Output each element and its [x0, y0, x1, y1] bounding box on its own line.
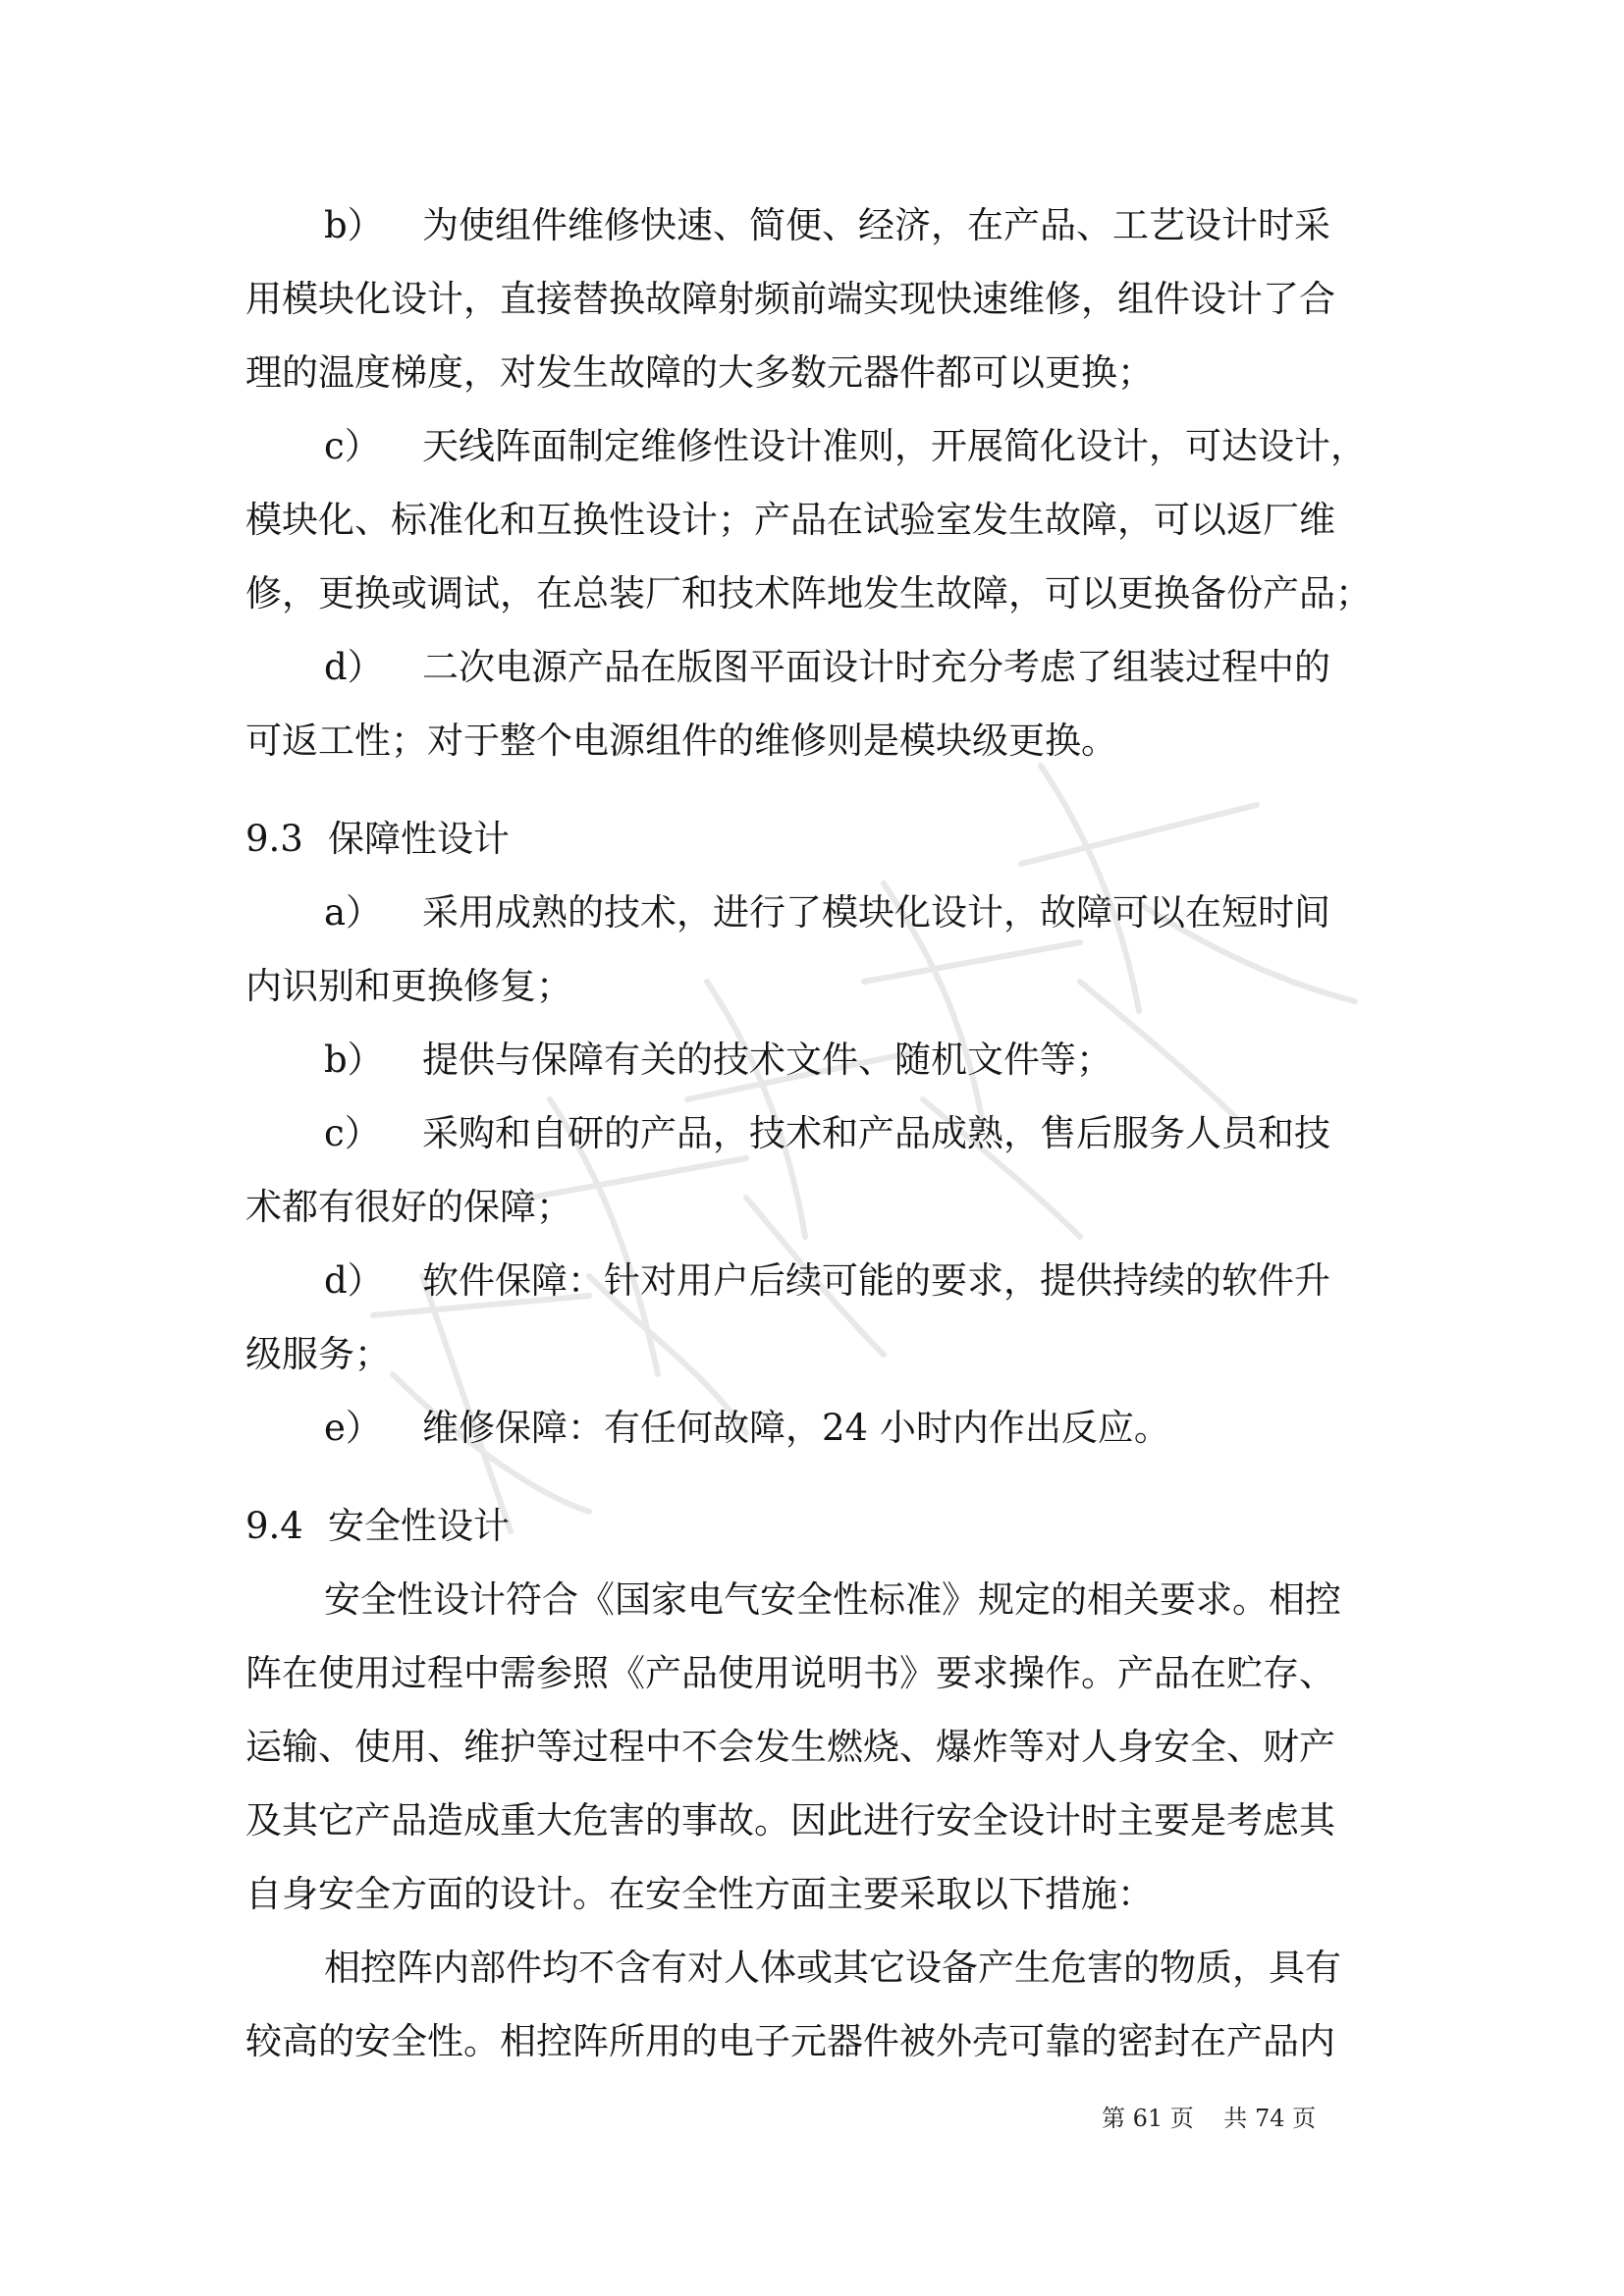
item-text: 为使组件维修快速、简便、经济，在产品、工艺设计时采 [422, 204, 1330, 246]
item-text: 天线阵面制定维修性设计准则，开展简化设计，可达设计， [422, 425, 1367, 467]
section-number: 9.4 [245, 1505, 303, 1547]
paragraph-line: 运输、使用、维护等过程中不会发生燃烧、爆炸等对人身安全、财产 [245, 1726, 1335, 1768]
section-title: 安全性设计 [328, 1505, 510, 1547]
paragraph-line: 级服务； [245, 1333, 391, 1375]
paragraph-line: 安全性设计符合《国家电气安全性标准》规定的相关要求。相控 [324, 1578, 1341, 1621]
item-marker: d） [324, 646, 384, 688]
item-marker: c） [324, 1112, 381, 1154]
paragraph-line: 内识别和更换修复； [245, 965, 572, 1007]
item-text: 二次电源产品在版图平面设计时充分考虑了组装过程中的 [422, 646, 1330, 688]
item-marker: e） [324, 1407, 382, 1449]
paragraph-line: 自身安全方面的设计。在安全性方面主要采取以下措施： [245, 1873, 1154, 1915]
paragraph-line: 及其它产品造成重大危害的事故。因此进行安全设计时主要是考虑其 [245, 1799, 1335, 1842]
paragraph-line: 阵在使用过程中需参照《产品使用说明书》要求操作。产品在贮存、 [245, 1652, 1335, 1694]
section-heading-9-3 [245, 815, 510, 864]
item-text: 采用成熟的技术，进行了模块化设计，故障可以在短时间 [422, 891, 1330, 934]
paragraph-line: 理的温度梯度，对发生故障的大多数元器件都可以更换； [245, 351, 1154, 394]
item-text: 提供与保障有关的技术文件、随机文件等； [422, 1039, 1112, 1081]
page-footer: 第 61 页 共 74 页 [1102, 2105, 1317, 2132]
item-marker: d） [324, 1259, 384, 1302]
item-marker: a） [324, 891, 383, 934]
paragraph-line: 修，更换或调试，在总装厂和技术阵地发生故障，可以更换备份产品； [245, 572, 1372, 614]
item-marker: b） [324, 204, 384, 246]
section-heading-9-4 [245, 1502, 510, 1551]
item-marker: b） [324, 1039, 384, 1081]
item-marker: c） [324, 425, 381, 467]
item-text: 维修保障：有任何故障，24 小时内作出反应。 [422, 1407, 1170, 1449]
paragraph-line: 较高的安全性。相控阵所用的电子元器件被外壳可靠的密封在产品内 [245, 2020, 1335, 2062]
paragraph-line: 用模块化设计，直接替换故障射频前端实现快速维修，组件设计了合 [245, 278, 1335, 320]
item-text: 采购和自研的产品，技术和产品成熟，售后服务人员和技 [422, 1112, 1330, 1154]
paragraph-line: 术都有很好的保障； [245, 1186, 572, 1228]
section-number: 9.3 [245, 818, 303, 860]
section-title: 保障性设计 [328, 818, 510, 860]
paragraph-line: 可返工性；对于整个电源组件的维修则是模块级更换。 [245, 720, 1117, 762]
paragraph-line: 模块化、标准化和互换性设计；产品在试验室发生故障，可以返厂维 [245, 499, 1335, 541]
item-text: 软件保障：针对用户后续可能的要求，提供持续的软件升 [422, 1259, 1330, 1302]
paragraph-line: 相控阵内部件均不含有对人体或其它设备产生危害的物质，具有 [324, 1947, 1341, 1989]
